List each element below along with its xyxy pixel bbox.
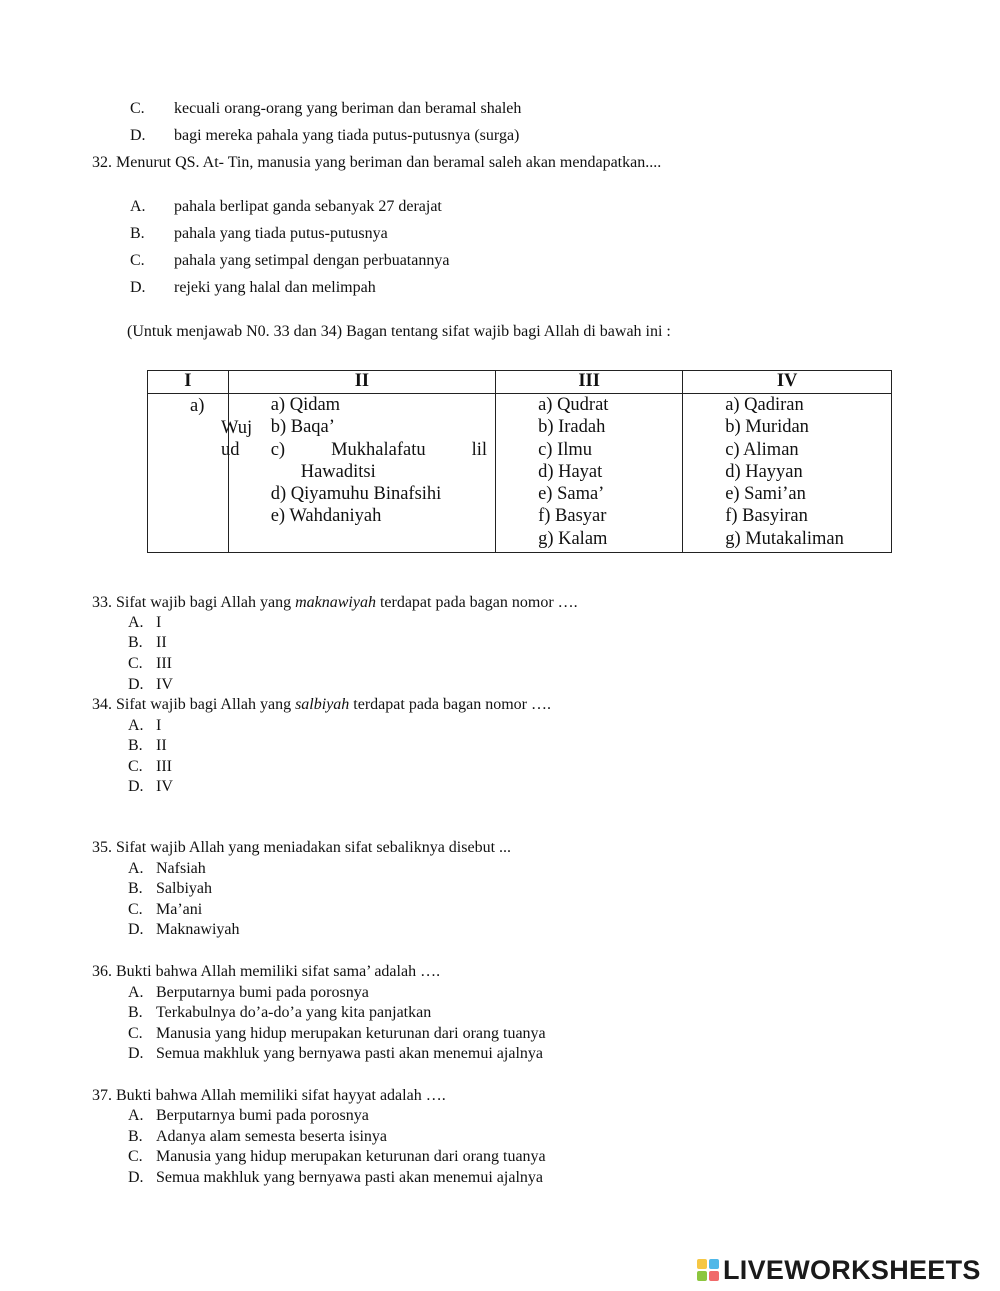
col-iv-item: f) Basyiran: [725, 506, 808, 527]
q34-option-c: C. III: [128, 758, 172, 775]
col-i-line-b: Wuj: [221, 418, 253, 438]
q35-option-a: A. Nafsiah: [128, 860, 206, 877]
q35-option-b: B. Salbiyah: [128, 880, 212, 897]
q37-option-d: D. Semua makhluk yang bernyawa pasti akan menemui ajalnya: [128, 1169, 543, 1186]
col-iv-item: d) Hayyan: [725, 461, 803, 482]
q35-question: 35. Sifat wajib Allah yang meniadakan sifat sebaliknya disebut ...: [92, 839, 512, 856]
q37-question: 37. Bukti bahwa Allah memiliki sifat hayyat adalah ….: [92, 1087, 446, 1104]
col-iv-cell: [683, 394, 892, 553]
col-iii-item: d) Hayat: [538, 461, 603, 482]
col-i-line-c: ud: [221, 440, 240, 460]
q31-option-d: D. bagi mereka pahala yang tiada putus-putusnya (surga): [130, 127, 520, 144]
header-ii: II: [228, 371, 495, 394]
logo-tile-icon: [697, 1271, 707, 1281]
q33-question: 33. Sifat wajib bagi Allah yang maknawiyah terdapat pada bagan nomor ….: [92, 594, 578, 611]
col-i-line-a: a): [190, 396, 205, 416]
q32-option-c: C. pahala yang setimpal dengan perbuatannya: [130, 252, 450, 269]
logo-tiles-icon: [697, 1259, 719, 1281]
q36-option-b: B. Terkabulnya do’a-do’a yang kita panjatkan: [128, 1004, 432, 1021]
col-ii-item-d: d) Qiyamuhu Binafsihi: [270, 484, 442, 505]
col-iv-item: a) Qadiran: [725, 395, 804, 415]
header-i: I: [148, 371, 229, 394]
col-i-cell: [148, 394, 253, 553]
q33-option-d: D. IV: [128, 676, 173, 693]
col-ii-item-c: c) Mukhalafatu lil: [270, 439, 488, 460]
q34-question: 34. Sifat wajib bagi Allah yang salbiyah terdapat pada bagan nomor ….: [92, 696, 551, 713]
table-header-row: [148, 371, 892, 394]
q37-option-b: B. Adanya alam semesta beserta isinya: [128, 1128, 388, 1145]
q36-option-d: D. Semua makhluk yang bernyawa pasti akan menemui ajalnya: [128, 1045, 543, 1062]
header-iv: IV: [683, 371, 892, 394]
liveworksheets-logo: [697, 1255, 981, 1285]
logo-tile-icon: [697, 1259, 707, 1269]
q36-option-c: C. Manusia yang hidup merupakan keturunan dari orang tuanya: [128, 1025, 546, 1042]
q37-option-c: C. Manusia yang hidup merupakan keturunan dari orang tuanya: [128, 1148, 546, 1165]
logo-text: LIVEWORKSHEETS: [723, 1254, 981, 1285]
logo-tile-icon: [709, 1271, 719, 1281]
q36-question: 36. Bukti bahwa Allah memiliki sifat sama’ adalah ….: [92, 963, 441, 980]
col-ii-item-a: a) Qidam: [270, 395, 341, 415]
col-iv-item: c) Aliman: [725, 439, 799, 460]
q33-option-c: C. III: [128, 655, 172, 672]
q35-option-d: D. Maknawiyah: [128, 921, 240, 938]
col-iv-item: b) Muridan: [725, 417, 809, 438]
col-iv-item: g) Mutakaliman: [725, 528, 844, 549]
table-body-row: [148, 394, 892, 553]
table-intro: (Untuk menjawab N0. 33 dan 34) Bagan tentang sifat wajib bagi Allah di bawah ini :: [127, 323, 671, 340]
col-iii-item: c) Ilmu: [538, 439, 593, 460]
logo-tile-icon: [709, 1259, 719, 1269]
col-iii-item: e) Sama’: [538, 484, 605, 505]
q37-option-a: A. Berputarnya bumi pada porosnya: [128, 1107, 369, 1124]
q32-question: 32. Menurut QS. At- Tin, manusia yang beriman dan beramal saleh akan mendapatkan....: [92, 154, 662, 171]
q34-option-d: D. IV: [128, 778, 173, 795]
q35-option-c: C. Ma’ani: [128, 901, 203, 918]
q34-option-a: A. I: [128, 717, 162, 734]
col-ii-cell: [228, 394, 495, 553]
q32-option-a: A. pahala berlipat ganda sebanyak 27 derajat: [130, 198, 442, 215]
q34-option-b: B. II: [128, 737, 167, 754]
col-iii-item: f) Basyar: [538, 506, 607, 527]
col-ii-item-e: e) Wahdaniyah: [270, 506, 382, 527]
col-ii-item-c-cont: Hawaditsi: [300, 461, 376, 482]
q32-option-b: B. pahala yang tiada putus-putusnya: [130, 225, 388, 242]
header-iii: III: [496, 371, 683, 394]
q33-option-b: B. II: [128, 634, 167, 651]
q31-option-c: C. kecuali orang-orang yang beriman dan beramal shaleh: [130, 100, 522, 117]
sifat-wajib-table: [147, 370, 892, 553]
col-iv-item: e) Sami’an: [725, 484, 806, 505]
q36-option-a: A. Berputarnya bumi pada porosnya: [128, 984, 369, 1001]
col-iii-cell: [496, 394, 683, 553]
q32-option-d: D. rejeki yang halal dan melimpah: [130, 279, 376, 296]
col-iii-item: a) Qudrat: [538, 395, 609, 415]
col-iii-item: g) Kalam: [538, 528, 608, 549]
col-ii-item-b: b) Baqa’: [270, 417, 335, 438]
q33-option-a: A. I: [128, 614, 162, 631]
col-iii-item: b) Iradah: [538, 417, 606, 438]
